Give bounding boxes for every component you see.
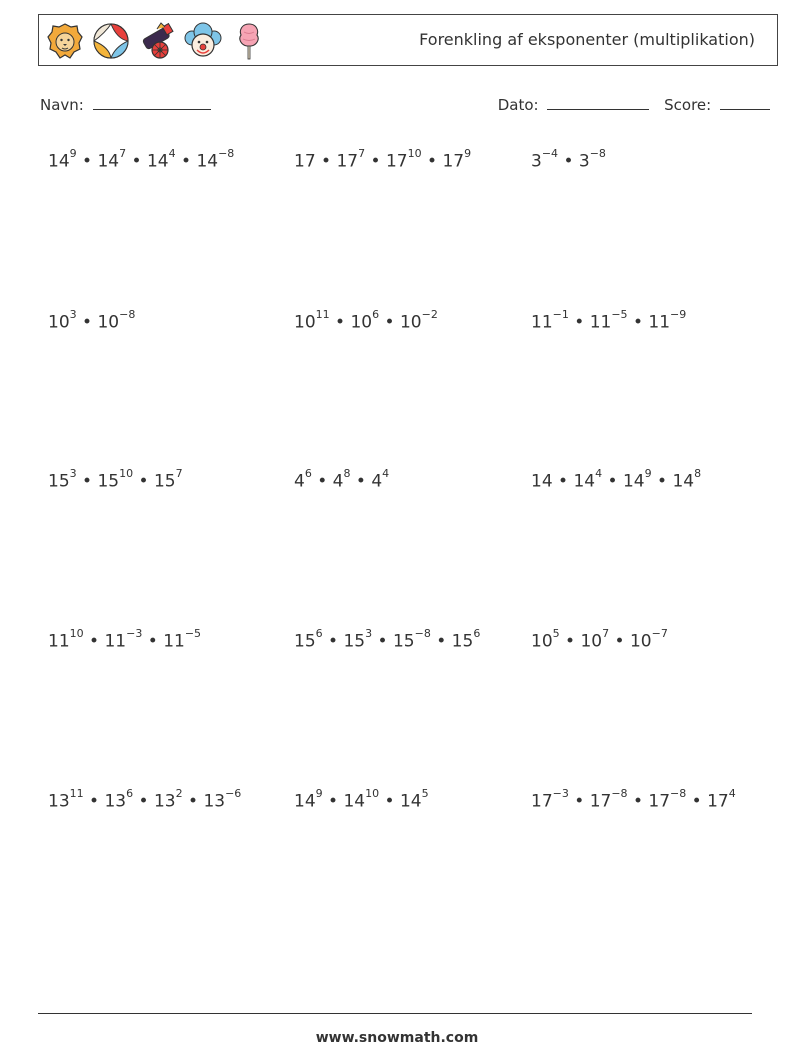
problem-2 (294, 147, 472, 172)
circus-cannon-icon (137, 21, 177, 61)
base: 14 (531, 471, 553, 492)
multiply-dot: • (315, 151, 337, 172)
base: 15 (294, 631, 316, 652)
exponent: 11 (315, 308, 330, 321)
exponent: −6 (225, 787, 242, 800)
problem-3 (531, 147, 606, 172)
base: 3 (578, 151, 590, 172)
date-label: Dato: (497, 96, 539, 114)
base: 14 (622, 471, 645, 492)
multiply-dot: • (322, 791, 344, 812)
base: 17 (294, 151, 316, 172)
problem-15 (531, 787, 736, 812)
exponent: 5 (421, 787, 429, 800)
base: 11 (531, 312, 553, 333)
multiply-dot: • (329, 312, 351, 333)
base: 14 (97, 151, 120, 172)
base: 17 (589, 791, 612, 812)
problem-7 (48, 467, 183, 492)
base: 10 (629, 631, 652, 652)
multiply-dot: • (76, 471, 98, 492)
beach-ball-icon (91, 21, 131, 61)
multiply-dot: • (379, 312, 400, 333)
base: 17 (442, 151, 465, 172)
multiply-dot: • (559, 631, 581, 652)
exponent: 6 (126, 787, 134, 800)
date-blank[interactable] (547, 95, 649, 110)
base: 14 (672, 471, 695, 492)
exponent: 9 (69, 147, 77, 160)
name-label: Navn: (40, 96, 84, 114)
exponent: 4 (595, 467, 603, 480)
exponent: 7 (119, 147, 127, 160)
multiply-dot: • (627, 312, 649, 333)
multiply-dot: • (627, 791, 649, 812)
exponent: 5 (552, 627, 560, 640)
multiply-dot: • (76, 151, 98, 172)
base: 17 (531, 791, 553, 812)
exponent: 10 (119, 467, 134, 480)
problem-13 (48, 787, 242, 812)
base: 11 (104, 631, 127, 652)
exponent: 10 (407, 147, 422, 160)
multiply-dot: • (142, 631, 164, 652)
base: 4 (294, 471, 305, 492)
name-field (40, 95, 211, 114)
problem-10 (48, 627, 202, 652)
exponent: 6 (315, 627, 323, 640)
problem-9 (531, 467, 702, 492)
base: 15 (97, 471, 120, 492)
score-blank[interactable] (720, 95, 770, 110)
base: 4 (371, 471, 383, 492)
exponent: 6 (473, 627, 481, 640)
base: 10 (48, 312, 70, 333)
exponent: 10 (365, 787, 380, 800)
multiply-dot: • (686, 791, 708, 812)
base: 17 (707, 791, 729, 812)
problem-4 (48, 308, 136, 333)
base: 13 (153, 791, 176, 812)
base: 15 (343, 631, 366, 652)
base: 14 (146, 151, 169, 172)
footer-url: www.snowmath.com (315, 1030, 479, 1046)
exponent: 4 (168, 147, 176, 160)
base: 10 (531, 631, 553, 652)
exponent: −3 (126, 627, 143, 640)
exponent: 10 (69, 627, 84, 640)
base: 4 (332, 471, 344, 492)
multiply-dot: • (430, 631, 452, 652)
score-label: Score: (664, 96, 712, 114)
problem-14 (294, 787, 429, 812)
exponent: 9 (644, 467, 652, 480)
exponent: 9 (315, 787, 323, 800)
date-score-fields (498, 95, 770, 114)
footer-divider (38, 1013, 752, 1014)
exponent: 9 (464, 147, 472, 160)
problem-1 (48, 147, 235, 172)
base: 10 (294, 312, 316, 333)
base: 10 (399, 312, 422, 333)
problem-5 (294, 308, 438, 333)
exponent: 7 (602, 627, 610, 640)
name-blank[interactable] (93, 95, 211, 110)
base: 17 (336, 151, 359, 172)
multiply-dot: • (133, 471, 154, 492)
exponent: −7 (651, 627, 668, 640)
worksheet-title: Forenkling af eksponenter (multiplikation) (419, 30, 755, 49)
multiply-dot: • (568, 312, 590, 333)
base: 3 (531, 151, 542, 172)
exponent: −8 (414, 627, 431, 640)
worksheet-header (38, 14, 778, 66)
base: 11 (589, 312, 612, 333)
exponent: −8 (611, 787, 628, 800)
base: 13 (104, 791, 127, 812)
exponent: 7 (175, 467, 183, 480)
exponent: −3 (552, 787, 569, 800)
base: 14 (48, 151, 70, 172)
exponent: −5 (184, 627, 202, 640)
base: 11 (163, 631, 185, 652)
base: 13 (48, 791, 70, 812)
exponent: 7 (358, 147, 366, 160)
base: 15 (392, 631, 415, 652)
base: 14 (343, 791, 366, 812)
base: 14 (573, 471, 596, 492)
multiply-dot: • (133, 791, 154, 812)
exponent: −4 (541, 147, 559, 160)
multiply-dot: • (609, 631, 630, 652)
base: 17 (648, 791, 671, 812)
multiply-dot: • (372, 631, 393, 652)
clown-icon (183, 21, 223, 61)
exponent: −1 (552, 308, 569, 321)
base: 11 (48, 631, 70, 652)
exponent: 4 (728, 787, 736, 800)
base: 14 (294, 791, 316, 812)
exponent: 6 (372, 308, 380, 321)
multiply-dot: • (602, 471, 623, 492)
base: 11 (648, 312, 671, 333)
multiply-dot: • (83, 631, 105, 652)
exponent: −9 (670, 308, 687, 321)
base: 13 (203, 791, 226, 812)
exponent: 4 (382, 467, 390, 480)
lion-icon (45, 21, 85, 61)
base: 10 (580, 631, 603, 652)
multiply-dot: • (175, 151, 197, 172)
problem-12 (531, 627, 668, 652)
multiply-dot: • (83, 791, 105, 812)
multiply-dot: • (311, 471, 333, 492)
multiply-dot: • (350, 471, 372, 492)
multiply-dot: • (421, 151, 443, 172)
multiply-dot: • (182, 791, 204, 812)
base: 15 (48, 471, 70, 492)
exponent: −2 (421, 308, 438, 321)
multiply-dot: • (558, 151, 579, 172)
exponent: 8 (343, 467, 351, 480)
multiply-dot: • (651, 471, 673, 492)
exponent: −8 (119, 308, 136, 321)
base: 15 (451, 631, 474, 652)
multiply-dot: • (76, 312, 98, 333)
problem-6 (531, 308, 687, 333)
multiply-dot: • (126, 151, 147, 172)
multiply-dot: • (568, 791, 590, 812)
base: 17 (385, 151, 408, 172)
multiply-dot: • (322, 631, 344, 652)
exponent: 3 (365, 627, 373, 640)
exponent: −5 (611, 308, 628, 321)
base: 14 (196, 151, 219, 172)
base: 10 (97, 312, 120, 333)
exponent: 6 (304, 467, 312, 480)
cotton-candy-icon (229, 21, 269, 61)
multiply-dot: • (365, 151, 386, 172)
exponent: 8 (694, 467, 702, 480)
exponent: 11 (69, 787, 84, 800)
multiply-dot: • (379, 791, 400, 812)
multiply-dot: • (552, 471, 574, 492)
exponent: −8 (589, 147, 606, 160)
base: 10 (350, 312, 373, 333)
problem-11 (294, 627, 481, 652)
exponent: 3 (69, 308, 77, 321)
exponent: −8 (670, 787, 687, 800)
exponent: −8 (218, 147, 235, 160)
problem-8 (294, 467, 390, 492)
header-icons (45, 21, 269, 61)
base: 15 (153, 471, 176, 492)
exponent: 2 (175, 787, 183, 800)
base: 14 (399, 791, 422, 812)
exponent: 3 (69, 467, 77, 480)
